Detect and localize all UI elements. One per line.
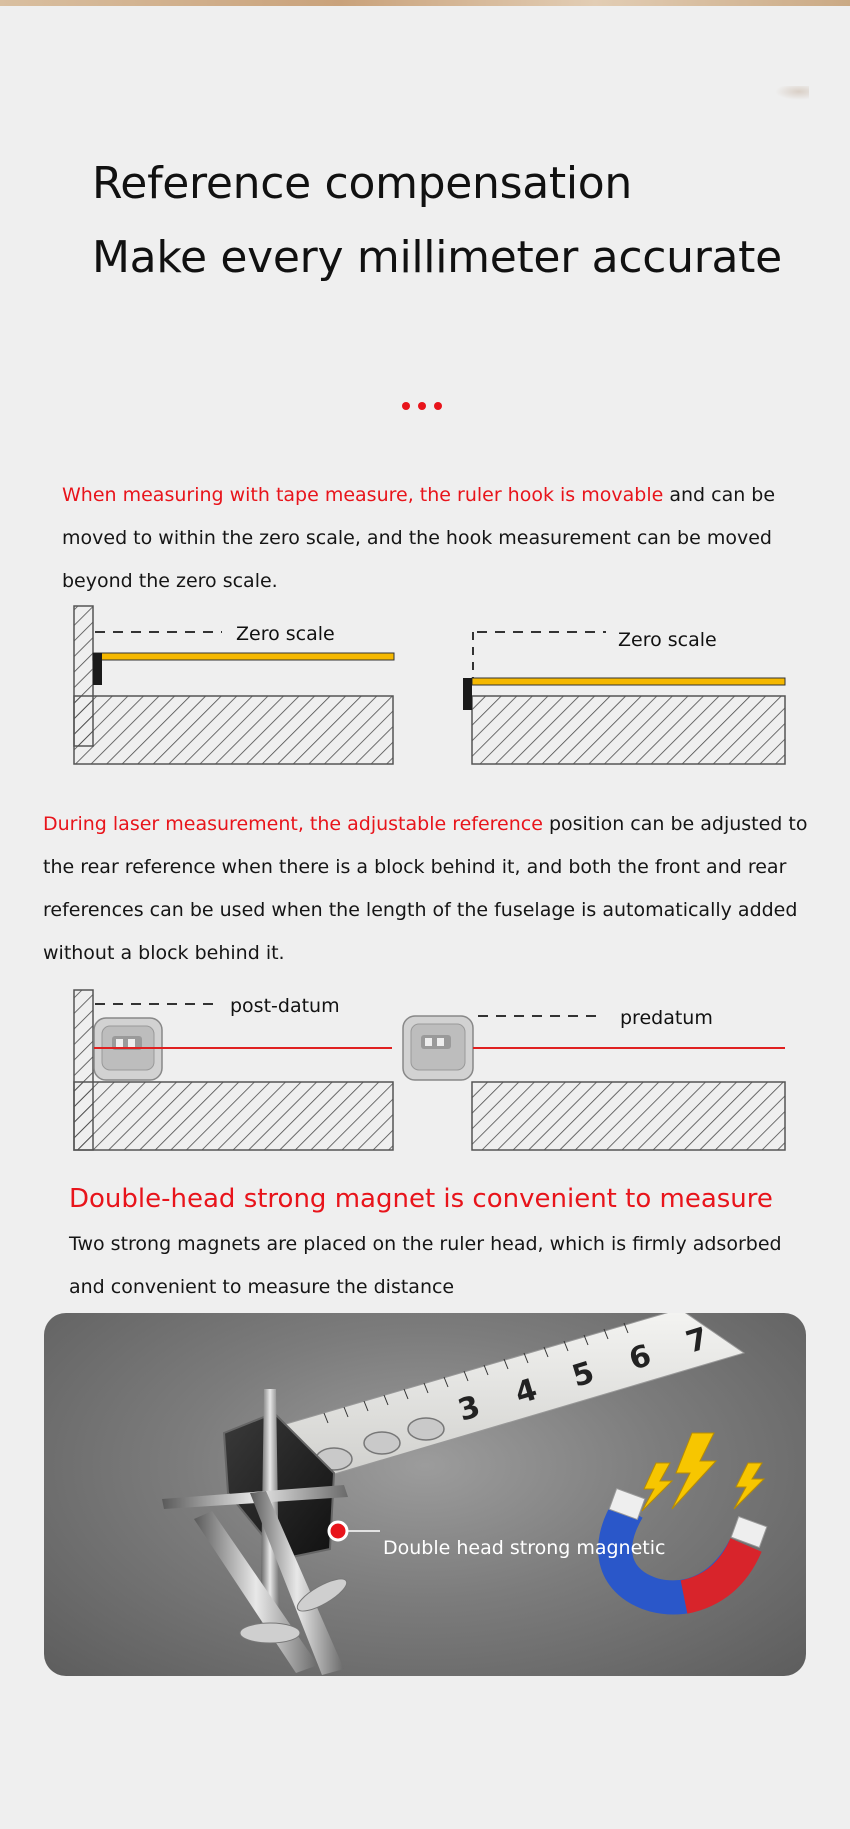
magnet-illustration — [44, 1313, 806, 1676]
tape-digit: 3 — [454, 1389, 485, 1429]
magnet-callout-dot — [329, 1522, 347, 1540]
tape-digit: 7 — [682, 1321, 713, 1361]
left-tape-blade — [93, 653, 394, 660]
right-zero-label: Zero scale — [618, 629, 717, 651]
left-floor-block — [74, 696, 393, 764]
predatum-label: predatum — [620, 1007, 713, 1029]
tape-description — [62, 474, 822, 603]
tape-highlight: When measuring with tape measure, the ruler hook is movable — [62, 484, 664, 506]
right-floor-block — [472, 696, 785, 764]
magnet-callout-label: Double head strong magnetic — [383, 1537, 666, 1559]
top-wood-strip — [0, 0, 850, 6]
divider-dot — [434, 402, 442, 410]
tape-digit: 6 — [625, 1338, 656, 1378]
magnet-product-photo — [44, 1313, 806, 1676]
right-floor-block — [472, 1082, 785, 1150]
divider-dot — [402, 402, 410, 410]
section-divider-dots — [402, 402, 442, 410]
laser-highlight: During laser measurement, the adjustable reference — [43, 813, 543, 835]
laser-text: position can be adjusted to the rear reference when there is a block behind it, and both the front and rear references can be used when the length of the fuselage is automatically added without a block behind it. — [43, 813, 808, 964]
tape-digit: 5 — [568, 1355, 599, 1395]
page-title-line1: Reference compensation — [92, 158, 632, 209]
left-tape-hook — [93, 653, 102, 685]
laser-datum-diagram — [0, 978, 850, 1158]
right-tape-hook — [463, 678, 472, 710]
divider-dot — [418, 402, 426, 410]
left-floor-block — [74, 1082, 393, 1150]
left-zero-label: Zero scale — [236, 623, 335, 645]
right-laser-device — [403, 1016, 473, 1080]
tape-hook-diagram — [0, 590, 850, 780]
laser-description — [43, 803, 823, 975]
magnet-heading: Double-head strong magnet is convenient to measure — [69, 1184, 773, 1214]
tape-digit: 4 — [511, 1372, 542, 1412]
post-datum-label: post-datum — [230, 995, 340, 1017]
magnet-description: Two strong magnets are placed on the ruler head, which is firmly adsorbed and convenient to measure the distance — [69, 1233, 782, 1298]
right-tape-blade — [472, 678, 785, 685]
page-title-line2: Make every millimeter accurate — [92, 232, 782, 283]
corner-glint-decoration — [775, 86, 809, 100]
lightning-bolt-icon — [642, 1433, 764, 1511]
tape-text: and can be moved to within the zero scale, and the hook measurement can be moved beyond the zero scale. — [62, 484, 776, 592]
